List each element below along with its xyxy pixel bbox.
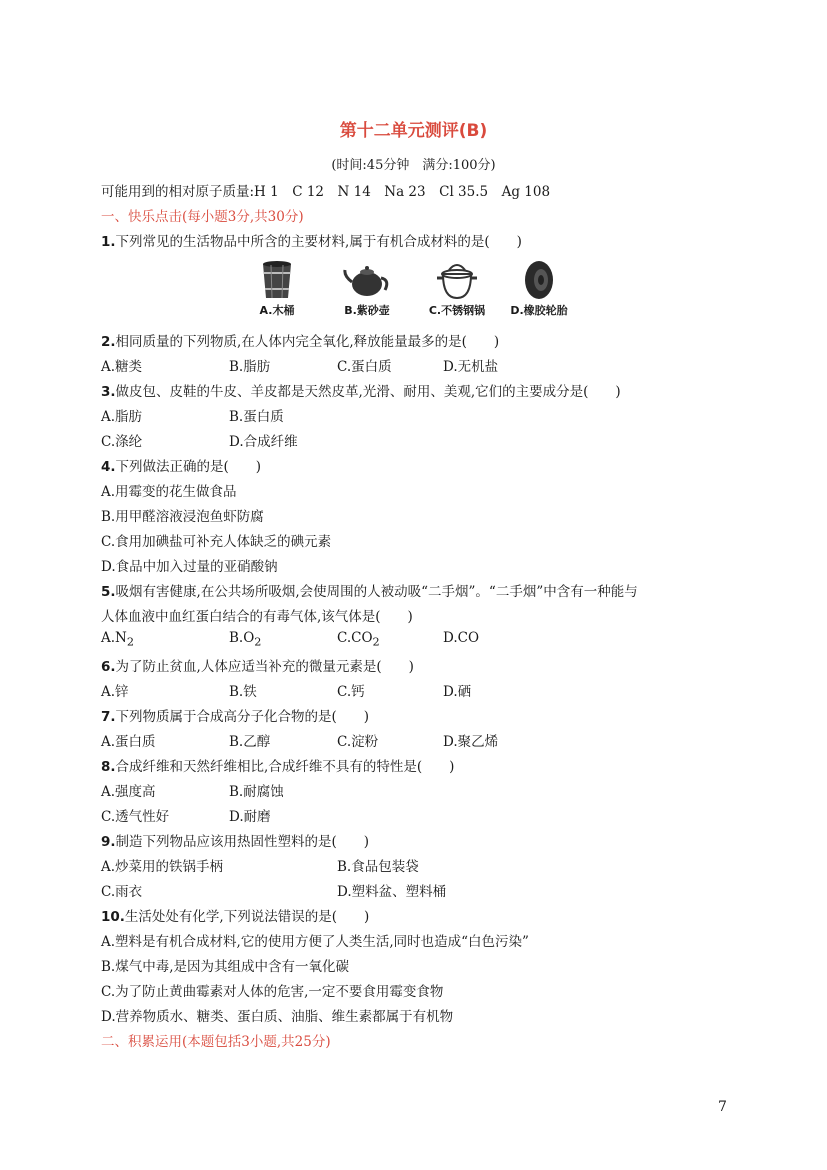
option-a: A.脂肪: [101, 409, 143, 425]
option-d: D.耐磨: [229, 809, 271, 825]
question-text: 相同质量的下列物质,在人体内完全氧化,释放能量最多的是( ): [115, 334, 500, 350]
question-text: 制造下列物品应该用热固性塑料的是( ): [115, 834, 370, 850]
option-b: [229, 630, 261, 649]
question-number: 7.: [101, 709, 116, 725]
tire-picture: [504, 258, 574, 322]
question-4: [101, 455, 261, 475]
option-text: D.CO: [443, 630, 480, 646]
option-a: A.塑料是有机合成材料,它的使用方便了人类生活,同时也造成“白色污染”: [101, 934, 529, 950]
section-heading-1: 一、快乐点击(每小题3分,共30分): [101, 209, 304, 225]
picture-caption: D.橡胶轮胎: [510, 304, 568, 317]
option-c: C.钙: [337, 684, 365, 700]
option-text: C.CO: [337, 630, 373, 646]
question-6: [101, 655, 414, 675]
option-text: A.N: [101, 630, 127, 646]
option-d: D.营养物质水、糖类、蛋白质、油脂、维生素都属于有机物: [101, 1009, 454, 1025]
question-text: 合成纤维和天然纤维相比,合成纤维不具有的特性是( ): [115, 759, 455, 775]
pot-icon: [433, 258, 481, 302]
option-d: D.塑料盆、塑料桶: [337, 884, 447, 900]
option-a: A.用霉变的花生做食品: [101, 484, 237, 500]
option-c: C.为了防止黄曲霉素对人体的危害,一定不要食用霉变食物: [101, 984, 444, 1000]
question-text: 下列常见的生活物品中所含的主要材料,属于有机合成材料的是( ): [115, 234, 522, 250]
page-title: 第十二单元测评(B): [339, 121, 488, 141]
option-b: B.乙醇: [229, 734, 271, 750]
subscript: 2: [126, 635, 135, 649]
question-10: [101, 905, 369, 925]
option-c: C.涤纶: [101, 434, 143, 450]
question-number: 4.: [101, 459, 116, 475]
option-b: B.脂肪: [229, 359, 271, 375]
option-d: D.无机盐: [443, 359, 499, 375]
question-number: 9.: [101, 834, 116, 850]
option-b: B.煤气中毒,是因为其组成中含有一氧化碳: [101, 959, 350, 975]
question-1: [101, 230, 522, 250]
option-d: [443, 630, 479, 646]
atomic-masses: 可能用到的相对原子质量:H 1 C 12 N 14 Na 23 Cl 35.5 Ag 108: [101, 184, 551, 200]
question-text: 吸烟有害健康,在公共场所吸烟,会使周围的人被动吸“二手烟”。“二手烟”中含有一种能与: [115, 584, 638, 600]
question-number: 3.: [101, 384, 116, 400]
question-7: [101, 705, 369, 725]
option-d: D.聚乙烯: [443, 734, 499, 750]
question-5: [101, 580, 638, 600]
question-number: 8.: [101, 759, 116, 775]
teapot-icon: [343, 258, 391, 302]
question-text: 为了防止贫血,人体应适当补充的微量元素是( ): [115, 659, 414, 675]
subscript: 2: [254, 635, 262, 649]
option-c: C.淀粉: [337, 734, 379, 750]
option-d: D.合成纤维: [229, 434, 298, 450]
question-5-continued: 人体血液中血红蛋白结合的有毒气体,该气体是( ): [101, 609, 413, 625]
picture-caption: A.木桶: [259, 304, 295, 317]
question-text: 生活处处有化学,下列说法错误的是( ): [124, 909, 370, 925]
option-d: D.食品中加入过量的亚硝酸钠: [101, 559, 278, 575]
wooden-bucket-picture: [242, 258, 312, 322]
option-a: A.锌: [101, 684, 129, 700]
question-text: 下列物质属于合成高分子化合物的是( ): [115, 709, 370, 725]
subscript: 2: [372, 635, 380, 649]
option-c: C.蛋白质: [337, 359, 392, 375]
picture-caption: B.紫砂壶: [344, 304, 390, 317]
question-text: 下列做法正确的是( ): [115, 459, 262, 475]
option-b: B.铁: [229, 684, 257, 700]
page-number: 7: [718, 1099, 727, 1115]
question-number: 10.: [101, 909, 125, 925]
question-9: [101, 830, 369, 850]
question-number: 1.: [101, 234, 116, 250]
option-b: B.用甲醛溶液浸泡鱼虾防腐: [101, 509, 264, 525]
question-2: [101, 330, 499, 350]
option-a: A.糖类: [101, 359, 143, 375]
wooden-bucket-icon: [257, 258, 297, 302]
option-c: C.透气性好: [101, 809, 170, 825]
picture-caption: C.不锈钢锅: [428, 304, 486, 317]
question-number: 2.: [101, 334, 116, 350]
option-a: A.强度高: [101, 784, 156, 800]
option-a: [101, 630, 134, 649]
option-c: C.食用加碘盐可补充人体缺乏的碘元素: [101, 534, 332, 550]
tire-icon: [517, 258, 561, 302]
question-text: 做皮包、皮鞋的牛皮、羊皮都是天然皮革,光滑、耐用、美观,它们的主要成分是( ): [115, 384, 621, 400]
teapot-picture: [332, 258, 402, 322]
option-b: B.耐腐蚀: [229, 784, 284, 800]
option-text: B.O: [229, 630, 255, 646]
option-a: A.炒菜用的铁锅手柄: [101, 859, 224, 875]
option-c: [337, 630, 380, 649]
option-a: A.蛋白质: [101, 734, 156, 750]
steel-pot-picture: [422, 258, 492, 322]
option-d: D.硒: [443, 684, 472, 700]
question-8: [101, 755, 454, 775]
question-number: 6.: [101, 659, 116, 675]
question-3: [101, 380, 621, 400]
option-c: C.雨衣: [101, 884, 143, 900]
exam-meta: (时间:45分钟 满分:100分): [331, 158, 496, 173]
question-number: 5.: [101, 584, 116, 600]
section-heading-2: 二、积累运用(本题包括3小题,共25分): [101, 1034, 331, 1050]
option-b: B.食品包装袋: [337, 859, 419, 875]
option-b: B.蛋白质: [229, 409, 284, 425]
